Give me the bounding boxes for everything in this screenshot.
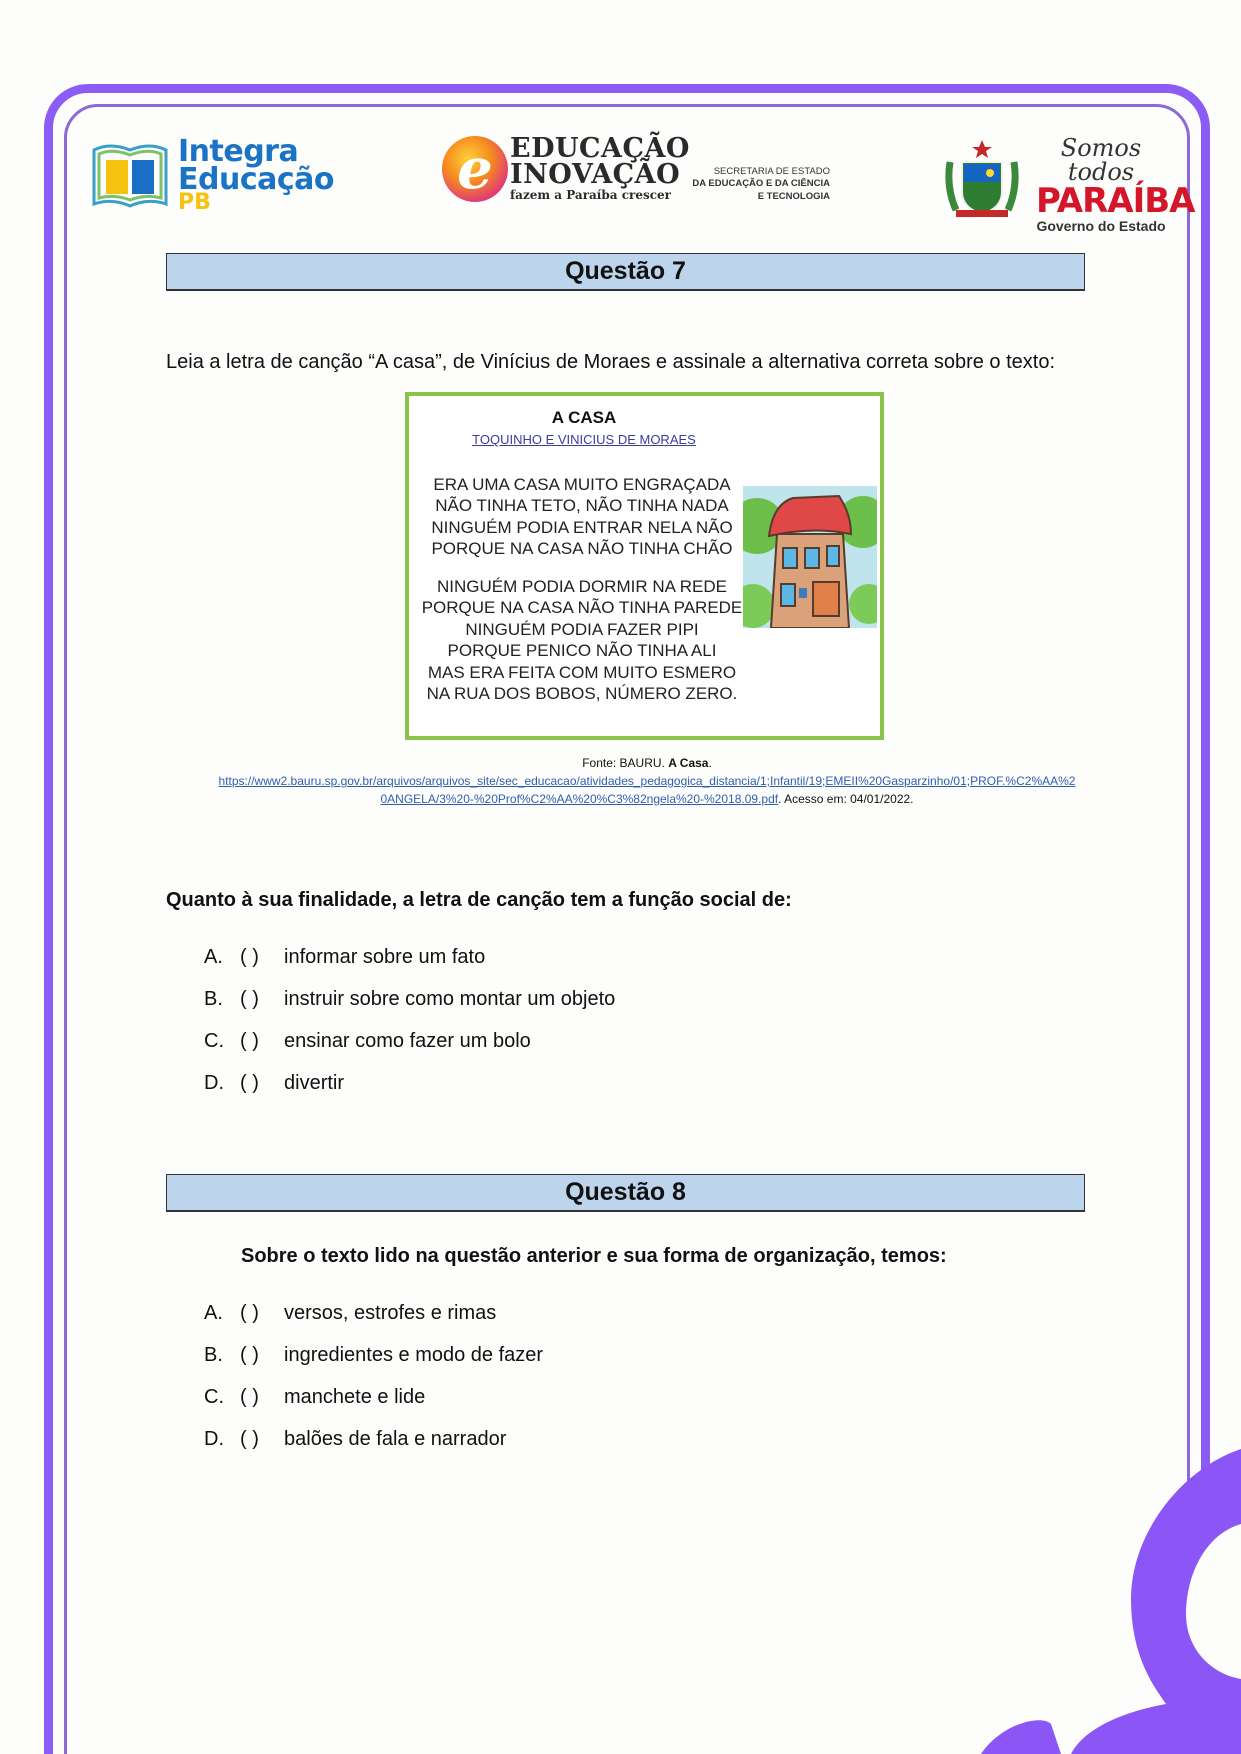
option-checkbox[interactable]: ( ) (240, 987, 259, 1010)
option-text: informar sobre um fato (284, 945, 486, 968)
poem-line: PORQUE NA CASA NÃO TINHA CHÃO (431, 539, 733, 559)
edu-tagline: fazem a Paraíba crescer (510, 188, 671, 203)
poem-line: MAS ERA FEITA COM MUITO ESMERO (427, 662, 737, 682)
option-checkbox[interactable]: ( ) (240, 1071, 259, 1094)
option-checkbox[interactable]: ( ) (240, 1385, 259, 1408)
integra-line3: PB (178, 190, 211, 216)
poem-stanza-2 (417, 576, 747, 704)
source-citation (166, 754, 1128, 808)
integra-line2: Educação (178, 161, 334, 197)
integra-educacao-logo (90, 134, 334, 216)
option-c[interactable] (204, 1020, 615, 1062)
poem-image (405, 392, 884, 740)
secretaria-line1: SECRETARIA DE ESTADO (713, 166, 830, 177)
poem-line: NA RUA DOS BOBOS, NÚMERO ZERO. (426, 684, 738, 704)
book-icon (90, 140, 170, 212)
option-letter: C. (204, 1029, 224, 1052)
question-8-options (204, 1292, 543, 1460)
paraiba-logo (1036, 134, 1195, 235)
option-text: versos, estrofes e rimas (284, 1301, 497, 1324)
house-illustration-icon (743, 486, 877, 628)
poem-line: NINGUÉM PODIA ENTRAR NELA NÃO (431, 517, 733, 537)
option-c[interactable] (204, 1376, 543, 1418)
poem-line: NÃO TINHA TETO, NÃO TINHA NADA (435, 496, 729, 516)
option-checkbox[interactable]: ( ) (240, 1427, 259, 1450)
option-letter: A. (204, 1301, 223, 1324)
option-text: ingredientes e modo de fazer (284, 1343, 544, 1366)
corner-decoration-icon (981, 1424, 1241, 1754)
option-b[interactable] (204, 978, 615, 1020)
source-link-cont[interactable]: 0ANGELA/3%20-%20Prof%C2%AA%20%C3%82ngela%20-%2018.09.pdf (380, 792, 779, 806)
question-8-header: Questão 8 (166, 1174, 1085, 1212)
poem-stanza-1 (417, 474, 747, 560)
option-letter: C. (204, 1385, 224, 1408)
option-d[interactable] (204, 1062, 615, 1104)
secretaria-line3: E TECNOLOGIA (757, 190, 830, 202)
edu-line2: INOVAÇÃO (510, 158, 681, 190)
poem-line: ERA UMA CASA MUITO ENGRAÇADA (433, 475, 731, 494)
option-letter: D. (204, 1427, 224, 1450)
source-label: Fonte: BAURU. (582, 756, 669, 770)
option-b[interactable] (204, 1334, 543, 1376)
option-letter: D. (204, 1071, 224, 1094)
option-text: instruir sobre como montar um objeto (284, 987, 616, 1010)
option-text: manchete e lide (284, 1385, 426, 1408)
option-checkbox[interactable]: ( ) (240, 1029, 259, 1052)
secretaria-logo (670, 166, 830, 203)
e-logo-icon: e (442, 136, 508, 202)
option-a[interactable] (204, 1292, 543, 1334)
option-text: balões de fala e narrador (284, 1427, 507, 1450)
question-7-options (204, 936, 615, 1104)
coat-of-arms-icon (942, 138, 1022, 222)
paraiba-name: PARAÍBA (1036, 181, 1195, 221)
question-7-intro: Leia a letra de canção “A casa”, de Vinícius de Moraes e assinale a alternativa correta sobre o texto: (166, 351, 1056, 373)
secretaria-line2: DA EDUCAÇÃO E DA CIÊNCIA (692, 178, 830, 190)
question-7-prompt: Quanto à sua finalidade, a letra de canção tem a função social de: (166, 889, 792, 911)
poem-line: NINGUÉM PODIA DORMIR NA REDE (437, 577, 727, 596)
option-text: ensinar como fazer um bolo (284, 1029, 531, 1052)
paraiba-script: Somos todos (1060, 134, 1142, 186)
educacao-inovacao-logo (442, 133, 690, 203)
source-access-date: . Acesso em: 04/01/2022. (778, 792, 914, 806)
poem-title: A CASA (551, 408, 617, 427)
header-logos (90, 130, 1195, 234)
option-text: divertir (284, 1071, 345, 1094)
poem-line: NINGUÉM PODIA FAZER PIPI (465, 619, 699, 639)
option-letter: A. (204, 945, 223, 968)
source-title: A Casa (668, 756, 709, 770)
edu-line1: EDUCAÇÃO (510, 133, 690, 165)
integra-line1: Integra (178, 134, 299, 169)
source-link[interactable]: https://www2.bauru.sp.gov.br/arquivos/arquivos_site/sec_educacao/atividades_pedagogica_distancia/1;Infantil/19;EMEII%20Gasparzinho/01;PROF.%C2%AA%2 (218, 774, 1076, 788)
question-7-header: Questão 7 (166, 253, 1085, 291)
option-checkbox[interactable]: ( ) (240, 945, 259, 968)
poem-line: PORQUE NA CASA NÃO TINHA PAREDE (421, 598, 743, 618)
option-letter: B. (204, 987, 223, 1010)
poem-line: PORQUE PENICO NÃO TINHA ALI (447, 641, 717, 661)
paraiba-sub: Governo do Estado (1036, 218, 1166, 234)
option-d[interactable] (204, 1418, 543, 1460)
option-checkbox[interactable]: ( ) (240, 1301, 259, 1324)
option-a[interactable] (204, 936, 615, 978)
poem-author: TOQUINHO E VINICIUS DE MORAES (472, 432, 696, 447)
option-checkbox[interactable]: ( ) (240, 1343, 259, 1366)
question-8-prompt: Sobre o texto lido na questão anterior e sua forma de organização, temos: (241, 1245, 947, 1267)
source-period: . (708, 756, 712, 770)
option-letter: B. (204, 1343, 223, 1366)
